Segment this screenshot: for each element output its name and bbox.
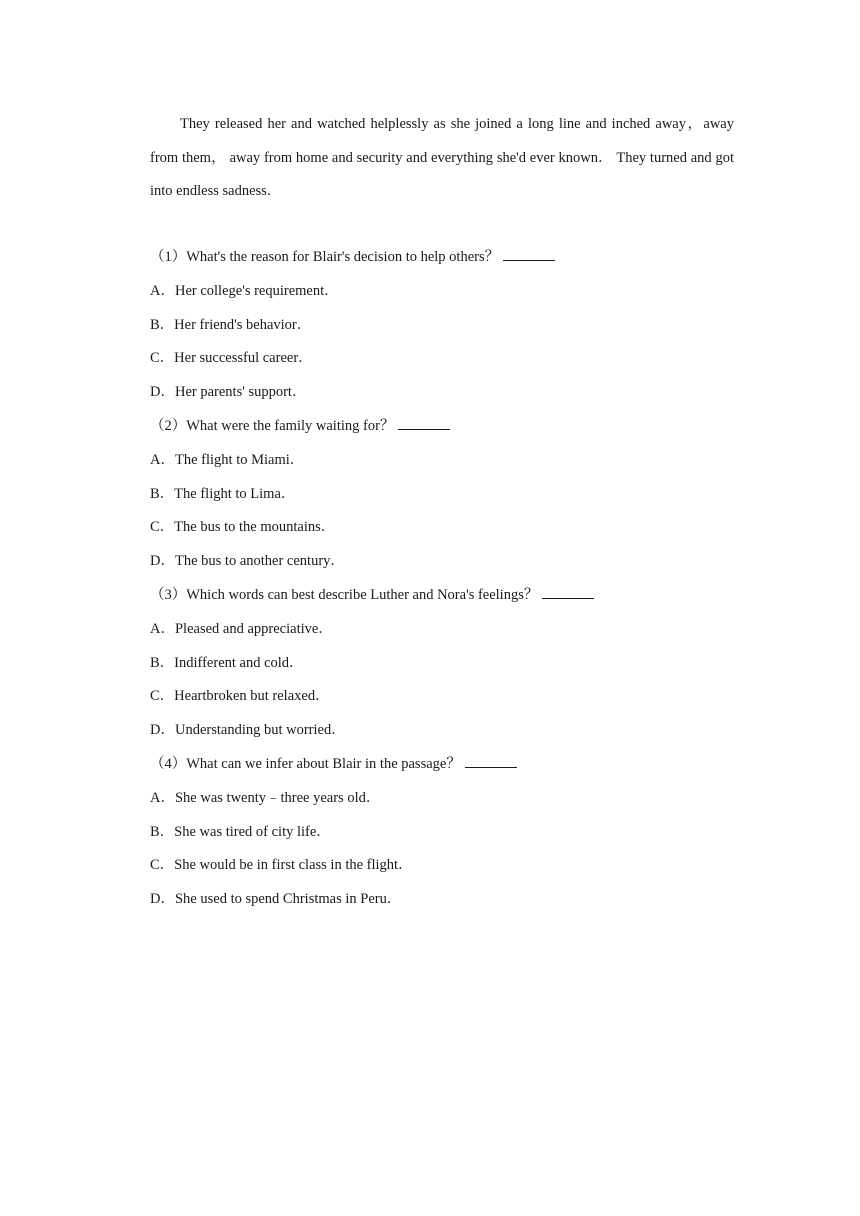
option-text: The flight to Lima． [174,485,296,502]
option-1b [150,311,734,345]
option-letter: B． [150,316,175,333]
option-text: Understanding but worried． [174,722,346,739]
option-letter: C． [150,688,175,705]
option-text: Heartbroken but relaxed． [174,688,330,705]
option-2a [150,446,734,480]
option-letter: D． [150,553,175,570]
question-number: （3） [150,586,187,603]
option-letter: A． [150,451,175,468]
question-number: （1） [150,249,187,265]
question-stem: What were the family waiting for？ [186,417,395,434]
option-letter: C． [150,857,175,874]
option-3c [150,682,734,716]
option-text: Pleased and appreciative． [174,620,333,637]
option-1c [150,344,734,378]
option-2b [150,480,734,514]
option-letter: D． [150,722,175,739]
question-stem: What can we infer about Blair in the passage？ [186,755,461,772]
question-number: （2） [150,417,187,434]
option-text: She was tired of city life． [174,823,331,840]
option-letter: D． [150,891,175,908]
question-1 [150,243,734,277]
option-1a [150,277,734,311]
option-text: Indifferent and cold． [174,654,304,671]
option-text: Her successful career． [174,350,313,367]
question-stem: Which words can best describe Luther and Nora's feelings？ [186,586,539,603]
option-text: She was twenty﹣three years old． [174,789,381,806]
option-3b [150,649,734,683]
option-2c [150,513,734,547]
option-text: Her college's requirement． [174,282,339,299]
option-3d [150,716,734,750]
option-text: The bus to the mountains． [174,519,336,536]
option-2d [150,547,734,581]
option-text: She used to spend Christmas in Peru． [174,891,402,908]
question-3 [150,581,734,615]
option-letter: A． [150,282,175,299]
answer-blank [542,586,594,599]
option-text: Her friend's behavior． [174,316,312,333]
question-stem: What's the reason for Blair's decision to help others？ [186,249,500,265]
answer-blank [465,755,517,768]
option-text: Her parents' support． [174,384,307,401]
option-letter: C． [150,519,175,536]
option-letter: D． [150,384,175,401]
option-letter: B． [150,485,175,502]
option-1d [150,378,734,412]
option-4a [150,784,734,818]
option-letter: B． [150,823,175,840]
question-number: （4） [150,755,187,772]
option-4d [150,885,734,919]
option-text: The flight to Miami． [174,451,305,468]
option-letter: A． [150,789,175,806]
option-letter: C． [150,350,175,367]
questions-section [150,243,734,919]
question-4 [150,750,734,784]
option-text: She would be in first class in the flight． [174,857,413,874]
answer-blank [503,248,555,261]
passage-paragraph: They released her and watched helplessly as she joined a long line and inched away，away from them， away from home and security and everything she'd ever known． They turned and got into endless sadness． [150,116,734,200]
question-2 [150,412,734,446]
option-4b [150,818,734,852]
answer-blank [398,417,450,430]
option-letter: A． [150,620,175,637]
option-4c [150,851,734,885]
option-letter: B． [150,654,175,671]
option-3a [150,615,734,649]
option-text: The bus to another century． [174,553,345,570]
